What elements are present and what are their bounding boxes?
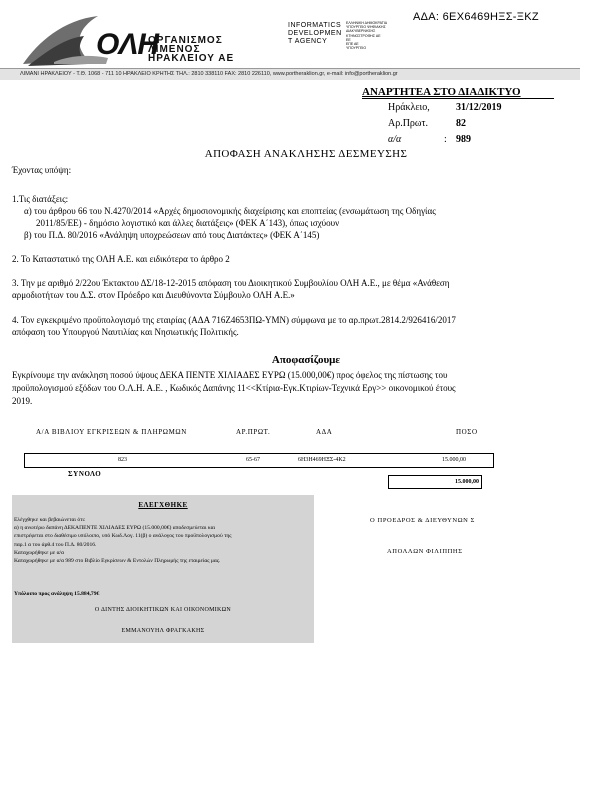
total-box xyxy=(388,475,482,489)
fineprint-line: ΚΤΗΝΟΣΤΡΟΦΗΣ ΑΕ xyxy=(346,33,381,38)
check-line: α) η ανωτέρω δαπάνη ΔΕΚΑΠΕΝΤΕ ΧΙΛΙΑΔΕΣ ΕΥΡΩ (15.000,00€) αποδεσμεύεται και xyxy=(14,525,216,532)
item1-b-line: β) του Π.Δ. 80/2016 «Ανάληψη υποχρεώσεων από τους Διατάκτες» (ΦΕΚ Α΄145) xyxy=(24,230,320,240)
informatics-line: INFORMATICS xyxy=(288,22,342,29)
total-value: 15.000,00 xyxy=(455,479,479,485)
item1-a-line2: 2011/85/ΕΕ) - δημόσιο λογιστικό και άλλες διατάξεις» (ΦΕΚ Α΄143), όπως ισχύουν xyxy=(36,218,340,228)
place-label: Ηράκλειο, xyxy=(388,102,430,113)
check-balance: Υπόλοιπο προς ανάληψη 15.884,79€ xyxy=(14,591,100,597)
th-prot: ΑΡ.ΠΡΩΤ. xyxy=(236,428,271,436)
item4-line1: 4. Τον εγκεκριμένο προϋπολογισμό της εταιρίας (ΑΔΑ 716Ζ4653ΠΩ-ΥΜΝ) σύμφωνα με το αρ.πρωτ.2814.2/926416/2017 xyxy=(12,315,456,325)
decision-line3: 2019. xyxy=(12,396,33,406)
check-line: Καταχωρήθηκε με α/α 989 στο Βιβλίο Εγκρίσεων & Εντολών Πληρωμής της εταιρείας μας. xyxy=(14,558,221,565)
decide-heading: Αποφασίζουμε xyxy=(271,354,341,366)
fineprint-line: ΕΕ xyxy=(346,37,351,42)
check-role: Ο ΔΙΝΤΗΣ ΔΙΟΙΚΗΤΙΚΩΝ ΚΑΙ ΟΙΚΟΝΟΜΙΚΩΝ xyxy=(94,607,232,613)
logo-name-line: ΗΡΑΚΛΕΙΟΥ ΑΕ xyxy=(148,53,235,64)
contact-text: ΛΙΜΑΝΙ ΗΡΑΚΛΕΙΟΥ - Τ.Θ. 1068 - 711 10 ΗΡΑΚΛΕΙΟ ΚΡΗΤΗΣ ΤΗΛ.: 2810 338110 FAX: 2810 226110, www.portheraklion.gr, e-mail: info@portheraklion.gr xyxy=(20,71,398,77)
prot-value: 82 xyxy=(456,118,466,129)
fineprint-line: ΕΠΕ ΑΕ xyxy=(346,42,359,47)
check-line: παρ.1 α του άρθ.4 του Π.Δ. 80/2016. xyxy=(14,541,97,548)
item3-line1: 3. Την με αριθμό 2/22ου Έκτακτου ΔΣ/18-12-2015 απόφαση του Διοικητικού Συμβουλίου ΟΛΗ Α.Ε., με θέμα «Ανάθεση xyxy=(12,278,450,288)
check-title: ΕΛΕΓΧΘΗΚΕ xyxy=(138,501,188,509)
ada-header: ΑΔΑ: 6ΕΧ6469ΗΞΣ-ΞΚΖ xyxy=(413,11,539,23)
check-person: ΕΜΜΑΝΟΥΗΛ ΦΡΑΓΚΑΚΗΣ xyxy=(121,628,205,634)
check-text xyxy=(14,516,232,565)
fineprint-line: ΥΠΟΥΡΓΕΙΟ xyxy=(346,46,367,51)
decision-line2: προϋπολογισμού εξόδων του Ο.Λ.Η. Α.Ε. , Κωδικός Δαπάνης 11<<Κτίρια-Εγκ.Κτιρίων-Τεχνικά Εργ>> οικονομικού έτους xyxy=(12,383,456,393)
aa-separator: : xyxy=(444,134,447,145)
item4-line2: απόφαση του Υπουργού Ναυτιλίας και Νησιωτικής Πολιτικής. xyxy=(12,327,239,337)
logo-area xyxy=(18,2,288,70)
logo-abbr: ΟΛΗ xyxy=(96,28,159,61)
check-box xyxy=(12,495,314,643)
th-ada: ΑΔΑ xyxy=(316,428,333,436)
signature-person: ΑΠΟΛΛΩΝ ΦΙΛΙΠΠΗΣ xyxy=(387,548,463,555)
th-book: Α/Α ΒΙΒΛΙΟΥ ΕΓΚΡΙΣΕΩΝ & ΠΛΗΡΩΜΩΝ xyxy=(36,428,187,436)
item3-line2: αρμοδιοτήτων του Δ.Σ. στον Πρόεδρο και Διευθύνοντα Σύμβουλο ΟΛΗ Α.Ε.» xyxy=(12,290,295,300)
aa-value: 989 xyxy=(456,134,471,145)
signature-role: Ο ΠΡΟΕΔΡΟΣ & ΔΙΕΥΘΥΝΩΝ Σ xyxy=(370,517,476,524)
document-title: ΑΠΟΦΑΣΗ ΑΝΑΚΛΗΣΗΣ ΔΕΣΜΕΥΣΗΣ xyxy=(204,148,408,160)
logo-name-line: ΟΡΓΑΝΙΣΜΟΣ xyxy=(148,35,223,46)
decision-line1: Εγκρίνουμε την ανάκληση ποσού ύψους ΔΕΚΑ ΠΕΝΤΕ ΧΙΛΙΑΔΕΣ ΕΥΡΩ (15.000,00€) προς όφελος της πίστωσης του xyxy=(12,370,448,380)
check-line: επιστρέφεται στο διαθέσιμο υπόλοιπο, υπό Κωδ.Λογ. 11(β) ο ανάλογος του προϋπολογισμού της xyxy=(14,533,232,540)
informatics-label xyxy=(288,22,342,46)
cell-prot: 65-67 xyxy=(246,457,260,463)
fineprint-line: ΕΛΛΗΝΙΚΗ ΔΗΜΟΚΡΑΤΙΑ xyxy=(346,21,388,25)
fineprint-line: ΔΙΑΚΥΒΕΡΝΗΣΗΣ xyxy=(346,29,376,34)
cell-ada: 6Η3Η469ΗΞΣ-4Κ2 xyxy=(298,457,346,463)
contact-band xyxy=(0,68,580,80)
prot-label: Αρ.Πρωτ. xyxy=(388,118,429,129)
considering-label: Έχοντας υπόψη: xyxy=(12,165,72,175)
informatics-fineprint xyxy=(346,21,406,50)
date-value: 31/12/2019 xyxy=(456,102,502,113)
cell-book: 823 xyxy=(118,457,127,463)
posting-title: ΑΝΑΡΤΗΤΕΑ ΣΤΟ ΔΙΑΔΙΚΤΥΟ xyxy=(362,86,521,98)
cell-amount: 15.000,00 xyxy=(442,457,466,463)
item2: 2. Το Καταστατικό της ΟΛΗ Α.Ε. και ειδικότερα το άρθρο 2 xyxy=(12,254,230,264)
logo-name xyxy=(148,36,234,63)
posting-underline xyxy=(362,98,554,99)
item1-label: 1.Τις διατάξεις: xyxy=(12,194,69,204)
check-line: Ελέγχθηκε και βεβαιώνεται ότι: xyxy=(14,517,86,523)
informatics-line: T AGENCY xyxy=(288,38,328,45)
logo-name-line: ΛΙΜΕΝΟΣ xyxy=(148,44,201,55)
informatics-line: DEVELOPMEN xyxy=(288,30,342,37)
total-label: ΣΥΝΟΛΟ xyxy=(68,470,102,478)
fineprint-line: ΥΠΟΥΡΓΕΙΟ ΨΗΦΙΑΚΗΣ xyxy=(346,25,386,30)
check-line: Καταχωρήθηκε με α/α xyxy=(14,549,65,556)
aa-label: α/α xyxy=(388,134,402,145)
item1-a-line1: α) του άρθρου 66 του Ν.4270/2014 «Αρχές δημοσιονομικής διαχείρισης και εποπτείας (ενσωμάτωση της Οδηγίας xyxy=(24,206,436,216)
th-amount: ΠΟΣΟ xyxy=(456,428,478,436)
